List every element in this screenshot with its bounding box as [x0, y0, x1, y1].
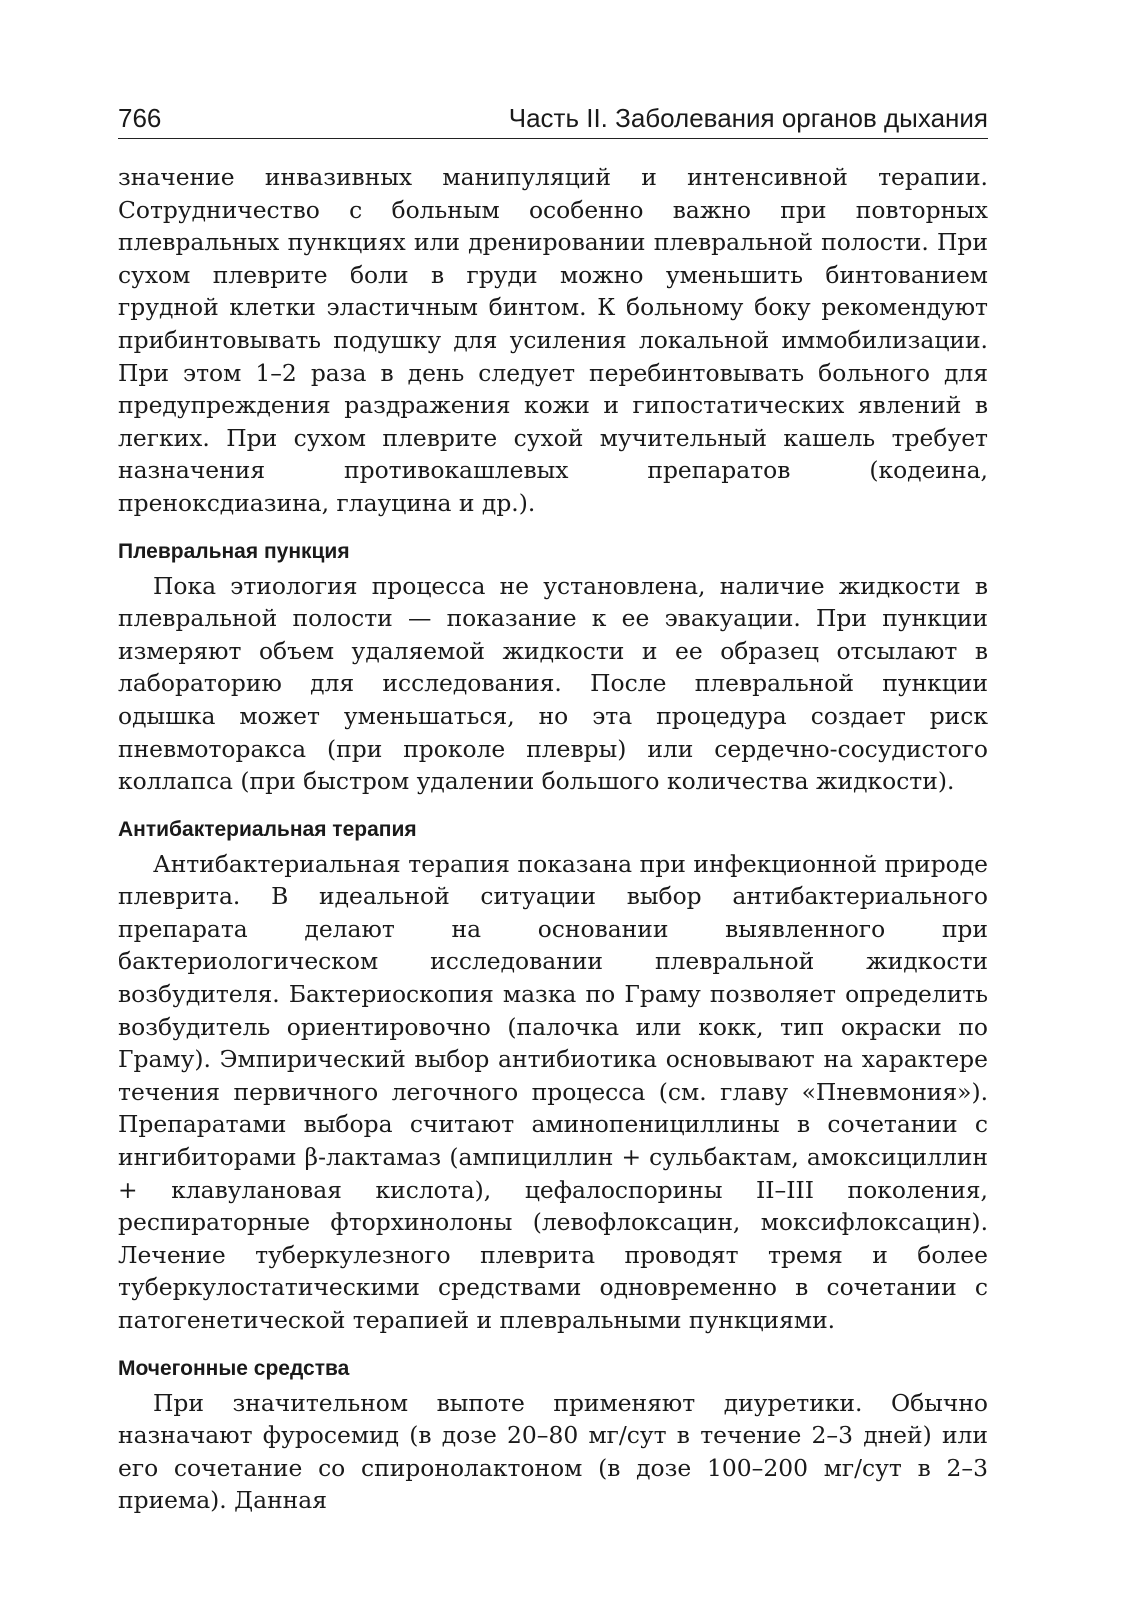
running-header [118, 100, 988, 139]
page-body [118, 161, 988, 1517]
section-heading-diuretics: Мочегонные средства [118, 1356, 350, 1380]
section-text-antibacterial-therapy: Антибактериальная терапия показана при инфекционной природе плеврита. В идеальной ситуации выбор антибактериального препарата делают на основании выявленного при бактериологическом исследовании плевральной жидкости возбудителя. Бактериоскопия мазка по Граму позволяет определить возбудитель ориентировочно (палочка или кокк, тип окраски по Граму). Эмпирический выбор антибиотика основывают на характере течения первичного легочного процесса (см. главу «Пневмония»). Препаратами выбора считают аминопенициллины в сочетании с ингибиторами β-лактамаз (ампициллин + сульбактам, амоксициллин + клавулановая кислота), цефалоспорины II–III поколения, респираторные фторхинолоны (левофлоксацин, моксифлоксацин). Лечение туберкулезного плеврита проводят тремя и более туберкулостатическими средствами одновременно в сочетании с патогенетической терапией и плевральными пункциями. [118, 849, 988, 1334]
section-heading-pleural-puncture: Плевральная пункция [118, 539, 350, 563]
section-text-pleural-puncture: Пока этиология процесса не установлена, наличие жидкости в плевральной полости — показание к ее эвакуации. При пункции измеряют объем удаляемой жидкости и ее образец отсылают в лабораторию для исследования. После плевральной пункции одышка может уменьшаться, но эта процедура создает риск пневмоторакса (при проколе плевры) или сердечно-сосудистого коллапса (при быстром удалении большого количества жидкости). [118, 571, 988, 796]
book-page [118, 100, 988, 1517]
section-heading-antibacterial-therapy: Антибактериальная терапия [118, 817, 417, 841]
section-text-diuretics: При значительном выпоте применяют диуретики. Обычно назначают фуросемид (в дозе 20–80 мг/сут в течение 2–3 дней) или его сочетание со спиронолактоном (в дозе 100–200 мг/сут в 2–3 приема). Данная [118, 1388, 988, 1515]
running-title: Часть II. Заболевания органов дыхания [508, 103, 988, 133]
continued-paragraph: значение инвазивных манипуляций и интенсивной терапии. Сотрудничество с больным особенно важно при повторных плевральных пункциях или дренировании плевральной полости. При сухом плеврите боли в груди можно уменьшить бинтованием грудной клетки эластичным бинтом. К больному боку рекомендуют прибинтовывать подушку для усиления локальной иммобилизации. При этом 1–2 раза в день следует перебинтовывать больного для предупреждения раздражения кожи и гипостатических явлений в легких. При сухом плеврите сухой мучительный кашель требует назначения противокашлевых препаратов (кодеина, преноксдиазина, глауцина и др.). [118, 163, 988, 517]
page-number: 766 [118, 103, 162, 133]
